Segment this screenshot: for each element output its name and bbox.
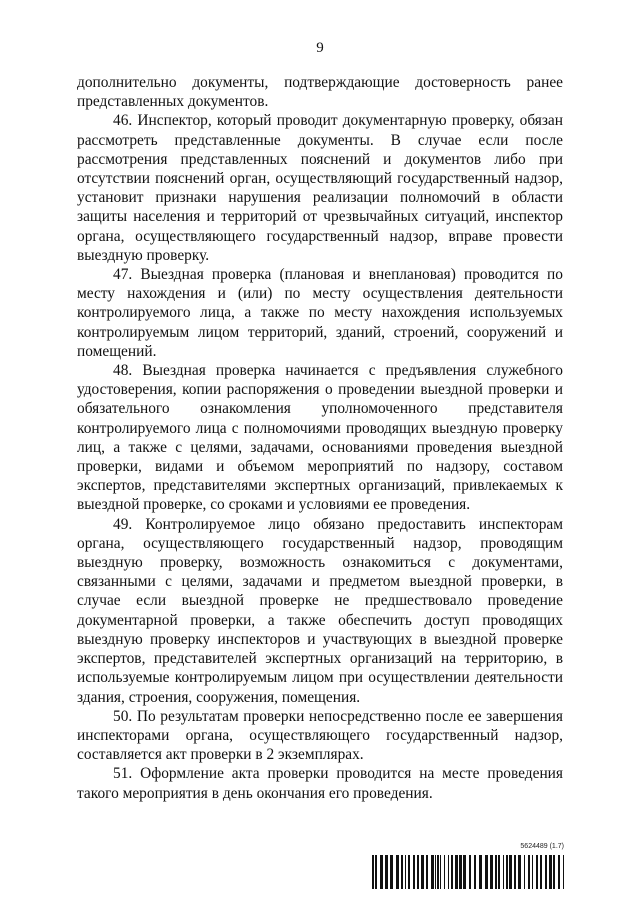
barcode-bar bbox=[431, 855, 434, 889]
paragraph-continuation: дополнительно документы, подтверждающие достоверность ранее представленных документов. bbox=[77, 74, 563, 111]
barcode-bar bbox=[421, 855, 424, 889]
barcode-bar bbox=[455, 855, 458, 889]
barcode-code: 5624489 (1.7) bbox=[520, 843, 564, 850]
paragraph-49: 49. Контролируемое лицо обязано предоставить инспекторам органа, осуществляющего государственный надзор, проводящим выездную проверку, возможность ознакомиться с документами, связанными с целями, задачами и предметом выездной проверки, в случае если выездной проверке не предшествовало проведение документарной проверки, а также обеспечить доступ проводящих выездную проверку инспекторов и участвующих в выездной проверке экспертов, представителей экспертных организаций на территорию, в используемые контролируемым лицом при осуществлении деятельности здания, строения, сооружения, помещения. bbox=[77, 515, 563, 706]
paragraph-50: 50. По результатам проверки непосредственно после ее завершения инспекторами органа, осуществляющего государственный надзор, составляется акт проверки в 2 экземплярах. bbox=[77, 707, 563, 764]
barcode-bar bbox=[474, 855, 476, 889]
barcode-bar bbox=[549, 855, 552, 889]
barcode-bar bbox=[532, 855, 533, 889]
barcode-bar bbox=[536, 855, 538, 889]
barcode-bar bbox=[503, 855, 504, 889]
page-number: 9 bbox=[316, 40, 324, 56]
barcode-bar bbox=[463, 855, 466, 889]
barcode-bar bbox=[437, 855, 439, 889]
barcode-bar bbox=[490, 855, 493, 889]
document-body bbox=[77, 73, 563, 803]
barcode-bar bbox=[401, 855, 403, 889]
barcode-bar bbox=[380, 855, 383, 889]
barcode-block bbox=[372, 843, 564, 889]
barcode-icon bbox=[372, 855, 564, 889]
barcode-bar bbox=[440, 855, 441, 889]
barcode-bar bbox=[524, 855, 525, 889]
barcode-bar bbox=[448, 855, 449, 889]
barcode-bar bbox=[545, 855, 547, 889]
barcode-bar bbox=[444, 855, 445, 889]
barcode-bar bbox=[558, 855, 560, 889]
barcode-bar bbox=[396, 855, 399, 889]
barcode-bar bbox=[485, 855, 488, 889]
barcode-bar bbox=[518, 855, 521, 889]
barcode-bar bbox=[372, 855, 374, 889]
barcode-bar bbox=[498, 855, 500, 889]
barcode-bar bbox=[506, 855, 508, 889]
barcode-bar bbox=[405, 855, 406, 889]
barcode-bar bbox=[459, 855, 462, 889]
barcode-bar bbox=[563, 855, 564, 889]
barcode-bar bbox=[417, 855, 419, 889]
barcode-bar bbox=[426, 855, 428, 889]
barcode-bar bbox=[469, 855, 471, 889]
barcode-bar bbox=[479, 855, 482, 889]
barcode-bar bbox=[385, 855, 388, 889]
paragraph-48: 48. Выездная проверка начинается с предъявления служебного удостоверения, копии распоряжения о проведении выездной проверки и обязательного ознакомления уполномоченного представителя контролируемого лица с полномочиями проводящих выездную проверку лиц, а также с целями, задачами, основаниями проведения выездной проверки, видами и объемом мероприятий по надзору, составом экспертов, представителями экспертных организаций, привлекаемых к выездной проверке, со сроками и условиями ее проведения. bbox=[77, 362, 563, 514]
barcode-bar bbox=[408, 855, 410, 889]
paragraph-47: 47. Выездная проверка (плановая и внеплановая) проводится по месту нахождения и (или) по месту осуществления деятельности контролируемого лица, а также по месту нахождения используемых контролируемым лицом территорий, зданий, строений, сооружений и помещений. bbox=[77, 266, 563, 360]
barcode-bar bbox=[528, 855, 530, 889]
barcode-bar bbox=[435, 855, 436, 889]
barcode-bar bbox=[375, 855, 377, 889]
paragraph-46: 46. Инспектор, который проводит документарную проверку, обязан рассмотреть представленные документы. В случае если после рассмотрения представленных пояснений и документов либо при отсутствии пояснений орган, осуществляющий государственный надзор, установит признаки нарушения реализации полномочий в области защиты населения и территорий от чрезвычайных ситуаций, инспектор органа, осуществляющего государственный надзор, вправе провести выездную проверку. bbox=[77, 112, 563, 264]
barcode-bar bbox=[413, 855, 415, 889]
paragraph-51: 51. Оформление акта проверки проводится на месте проведения такого мероприятия в день окончания его проведения. bbox=[77, 765, 563, 802]
barcode-bar bbox=[540, 855, 542, 889]
barcode-bar bbox=[451, 855, 453, 889]
barcode-bar bbox=[390, 855, 393, 889]
barcode-bar bbox=[495, 855, 497, 889]
barcode-bar bbox=[514, 855, 516, 889]
barcode-bar bbox=[553, 855, 555, 889]
barcode-bar bbox=[509, 855, 512, 889]
